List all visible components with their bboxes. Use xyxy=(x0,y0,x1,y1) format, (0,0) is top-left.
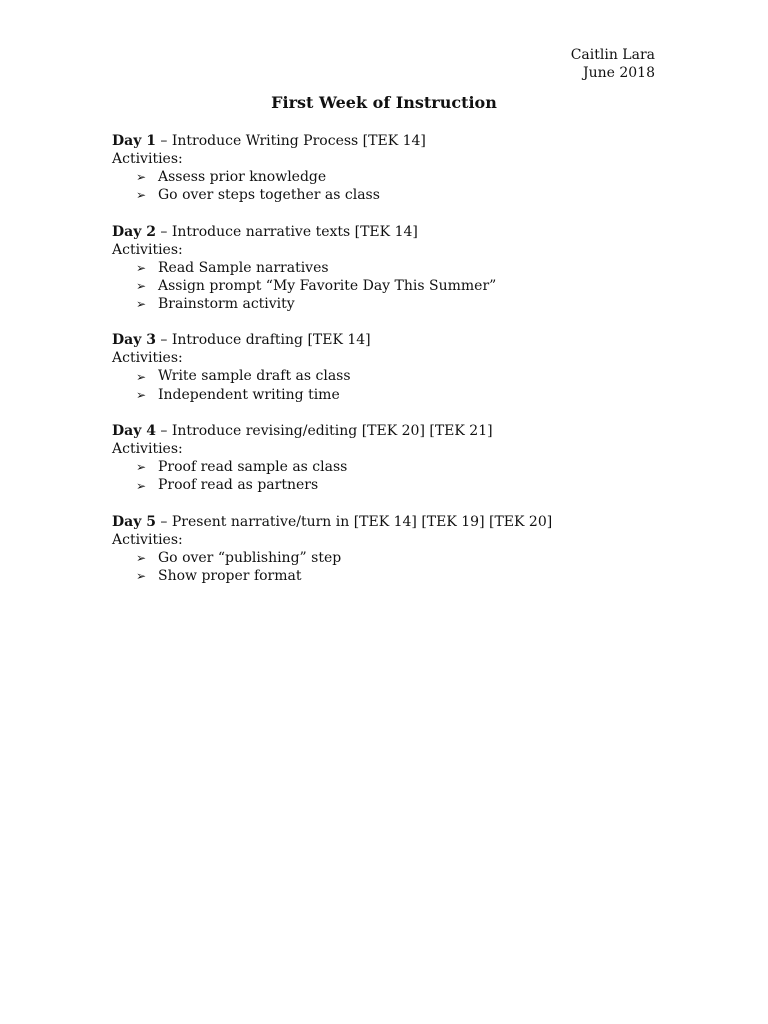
activities-label: Activities: xyxy=(112,241,183,258)
day-list xyxy=(112,132,672,603)
list-item xyxy=(112,458,672,476)
day-heading xyxy=(112,422,672,440)
activity-text: Go over “publishing” step xyxy=(158,549,342,566)
day-label: Day 5 xyxy=(112,513,156,530)
activity-list xyxy=(112,367,672,404)
arrow-bullet-icon: ➢ xyxy=(136,387,147,402)
day-heading xyxy=(112,513,672,531)
header-block xyxy=(571,46,655,82)
list-item xyxy=(112,476,672,494)
activity-text: Show proper format xyxy=(158,567,302,584)
day-heading xyxy=(112,223,672,241)
list-item xyxy=(112,168,672,186)
arrow-bullet-icon: ➢ xyxy=(136,188,147,203)
list-item xyxy=(112,386,672,404)
day-separator: – xyxy=(155,332,172,349)
list-item xyxy=(112,295,672,313)
arrow-bullet-icon: ➢ xyxy=(136,460,147,475)
list-item xyxy=(112,259,672,277)
day-separator: – xyxy=(155,423,172,440)
day-section xyxy=(112,422,672,495)
day-section xyxy=(112,513,672,586)
day-description: Introduce revising/editing [TEK 20] [TEK 21] xyxy=(171,423,493,440)
activity-list xyxy=(112,549,672,586)
author-name: Caitlin Lara xyxy=(570,47,655,63)
arrow-bullet-icon: ➢ xyxy=(136,279,147,294)
document-title: First Week of Instruction xyxy=(271,93,497,112)
day-section xyxy=(112,331,672,404)
activities-label: Activities: xyxy=(112,441,183,458)
list-item xyxy=(112,549,672,567)
activity-list xyxy=(112,458,672,495)
activity-text: Independent writing time xyxy=(158,386,340,403)
activity-text: Go over steps together as class xyxy=(158,187,380,204)
activity-text: Proof read sample as class xyxy=(158,459,348,476)
list-item xyxy=(112,277,672,295)
activity-list xyxy=(112,168,672,205)
list-item xyxy=(112,567,672,585)
activity-text: Proof read as partners xyxy=(158,477,319,494)
activity-text: Assess prior knowledge xyxy=(158,169,327,185)
activity-text: Brainstorm activity xyxy=(158,296,295,313)
activities-label: Activities: xyxy=(112,350,183,367)
activity-list xyxy=(112,259,672,314)
day-label: Day 2 xyxy=(112,223,156,240)
arrow-bullet-icon: ➢ xyxy=(136,297,147,312)
day-heading xyxy=(112,132,672,150)
arrow-bullet-icon: ➢ xyxy=(136,369,147,384)
list-item xyxy=(112,186,672,204)
day-section xyxy=(112,223,672,314)
activity-text: Write sample draft as class xyxy=(158,368,351,385)
activities-label: Activities: xyxy=(112,531,183,548)
day-section xyxy=(112,132,672,205)
arrow-bullet-icon: ➢ xyxy=(136,478,147,493)
activity-text: Read Sample narratives xyxy=(158,259,329,276)
day-label: Day 4 xyxy=(112,423,156,440)
day-description: Introduce narrative texts [TEK 14] xyxy=(171,223,418,240)
arrow-bullet-icon: ➢ xyxy=(136,550,147,565)
list-item xyxy=(112,367,672,385)
day-label: Day 1 xyxy=(112,133,156,149)
day-label: Day 3 xyxy=(112,332,156,349)
day-separator: – xyxy=(155,223,172,240)
day-separator: – xyxy=(155,513,172,530)
activity-text: Assign prompt “My Favorite Day This Summer” xyxy=(158,277,497,294)
activities-label: Activities: xyxy=(112,151,183,167)
day-heading xyxy=(112,331,672,349)
arrow-bullet-icon: ➢ xyxy=(136,260,147,275)
arrow-bullet-icon: ➢ xyxy=(136,569,147,584)
arrow-bullet-icon: ➢ xyxy=(136,170,147,185)
day-description: Present narrative/turn in [TEK 14] [TEK 19] [TEK 20] xyxy=(171,513,553,530)
day-separator: – xyxy=(155,133,172,149)
day-description: Introduce Writing Process [TEK 14] xyxy=(171,133,426,149)
day-description: Introduce drafting [TEK 14] xyxy=(171,332,371,349)
document-date: June 2018 xyxy=(582,65,655,81)
